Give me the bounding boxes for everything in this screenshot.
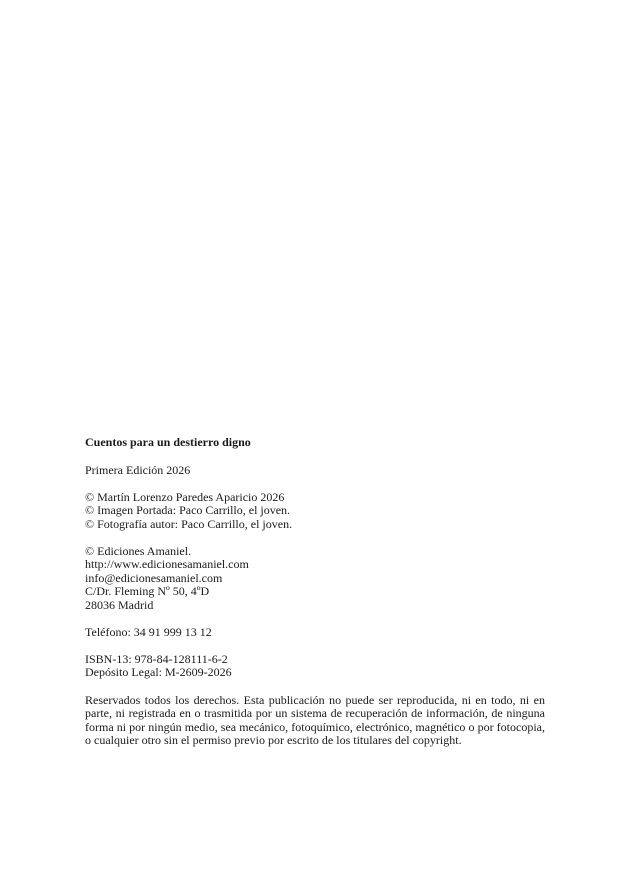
publisher-city: 28036 Madrid (85, 597, 154, 612)
publisher-phone: Teléfono: 34 91 999 13 12 (85, 624, 212, 639)
publisher-website: http://www.edicionesamaniel.com (85, 557, 249, 571)
identifiers-section (85, 653, 545, 680)
author-photo-credit: © Fotografía autor: Paco Carrillo, el joven. (85, 516, 293, 531)
author-copyright: © Martín Lorenzo Paredes Aparicio 2026 (85, 489, 285, 504)
cover-image-credit: © Imagen Portada: Paco Carrillo, el joven. (85, 503, 291, 517)
publisher-name: © Ediciones Amaniel. (85, 543, 192, 558)
publisher-address: C/Dr. Fleming Nº 50, 4ºD (85, 584, 210, 598)
publisher-email: info@edicionesamaniel.com (85, 570, 223, 585)
publisher-section (85, 545, 545, 613)
credits-section (85, 491, 545, 532)
isbn-line: ISBN-13: 978-84-128111-6-2 (85, 651, 228, 666)
edition-line: Primera Edición 2026 (85, 462, 191, 477)
book-title: Cuentos para un destierro digno (85, 435, 251, 449)
legal-deposit-line: Depósito Legal: M-2609-2026 (85, 665, 232, 679)
copyright-block (85, 436, 545, 760)
rights-notice: Reservados todos los derechos. Esta publicación no puede ser reproducida, ni en todo, ni en parte, ni registrada en o trasmitida por un sistema de recuperación de información, de ninguna forma ni por ningún medio, sea mecánico, fotoquímico, electrónico, magnético o por fotocopia, o cualquier otro sin el permiso previo por escrito de los titulares del copyright. (85, 692, 545, 747)
